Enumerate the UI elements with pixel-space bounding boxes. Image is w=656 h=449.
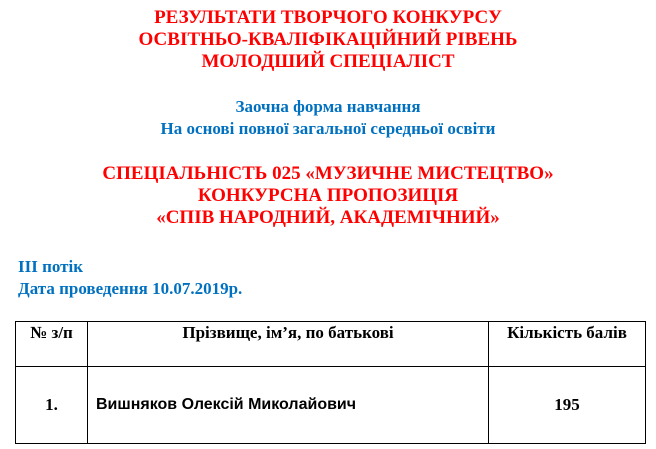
stream-label: ІІІ потік: [18, 257, 84, 276]
title-line-3: МОЛОДШИЙ СПЕЦІАЛІСТ: [201, 51, 455, 72]
title-line-1: РЕЗУЛЬТАТИ ТВОРЧОГО КОНКУРСУ: [154, 7, 502, 28]
results-table: [15, 321, 646, 444]
study-form: Заочна форма навчання: [235, 97, 421, 116]
row-score: 195: [489, 367, 646, 444]
title-line-2: ОСВІТНЬО-КВАЛІФІКАЦІЙНИЙ РІВЕНЬ: [138, 29, 518, 50]
header-num: № з/п: [16, 322, 88, 367]
proposal-label: КОНКУРСНА ПРОПОЗИЦІЯ: [197, 185, 459, 206]
row-name: Вишняков Олексій Миколайович: [88, 367, 489, 444]
specialty: СПЕЦІАЛЬНІСТЬ 025 «МУЗИЧНЕ МИСТЕЦТВО»: [102, 163, 554, 184]
table-header-row: [16, 322, 646, 367]
header-name: Прізвище, ім’я, по батькові: [88, 322, 489, 367]
row-num: 1.: [16, 367, 88, 444]
study-basis: На основі повної загальної середньої освіти: [160, 119, 496, 138]
header-score: Кількість балів: [489, 322, 646, 367]
exam-date: Дата проведення 10.07.2019р.: [18, 279, 243, 298]
table-row: [16, 367, 646, 444]
proposal-name: «СПІВ НАРОДНИЙ, АКАДЕМІЧНИЙ»: [156, 207, 500, 228]
